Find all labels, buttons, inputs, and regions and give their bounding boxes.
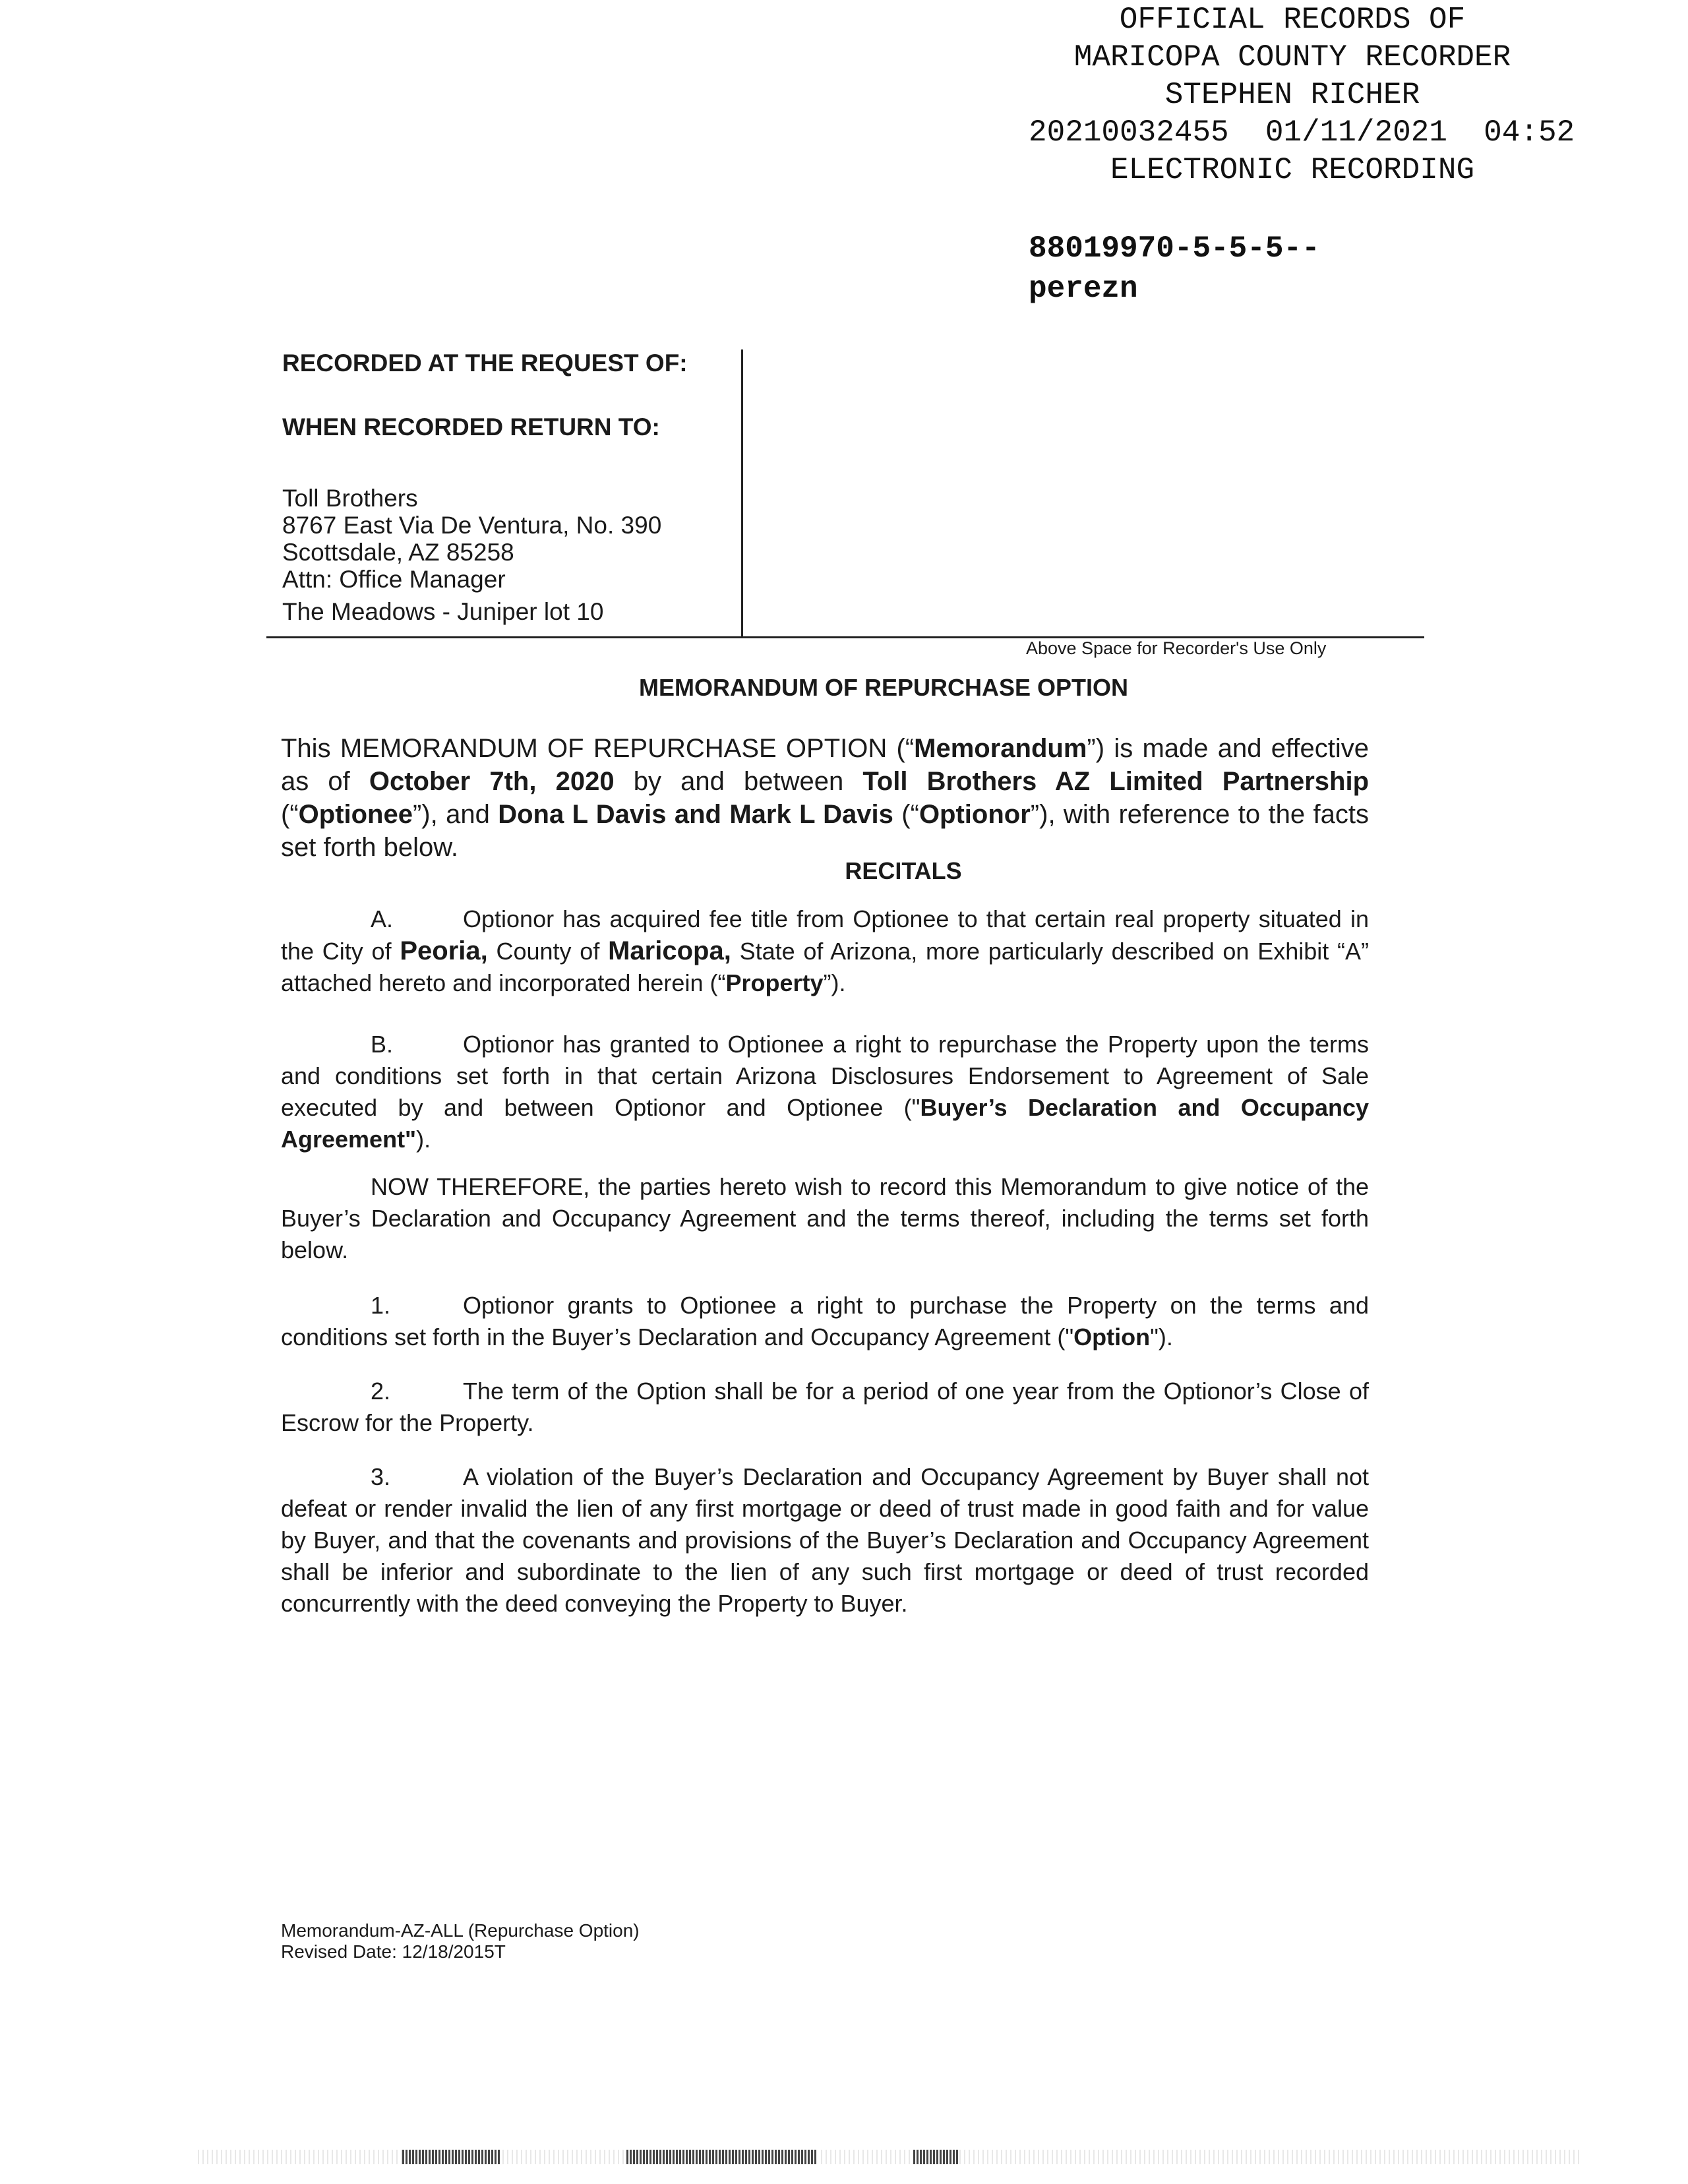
recorder-stamp <box>1029 1 1662 309</box>
intro-text-2: ”) is made and effective as of <box>281 734 1369 796</box>
requested-by-label: RECORDED AT THE REQUEST OF: <box>282 349 688 377</box>
intro-optionor-names: Dona L Davis and Mark L Davis <box>498 800 893 829</box>
item-3-text: A violation of the Buyer’s Declaration and Occupancy Agreement by Buyer shall not defeat or render invalid the lien of any first mortgage or deed of trust made in good faith and for value by Buyer, and that the covenants and provisions of the Buyer’s Declaration and Occupancy Agreement shall be inferior and subordinate to the lien of any such first mortgage or deed of trust recorded concurrently with the deed conveying the Property to Buyer. <box>281 1463 1369 1617</box>
recital-a-marker: A. <box>371 905 394 932</box>
stamp-fee-number: 20210032455 <box>1029 115 1229 150</box>
address-line-4: Attn: Office Manager <box>282 566 506 593</box>
stamp-clerk: perezn <box>1029 272 1138 306</box>
intro-text-6: (“ <box>893 800 919 829</box>
intro-text-7: ”), with reference to the facts set forth below. <box>281 800 1369 862</box>
recital-a <box>281 903 1369 999</box>
revised-date: Revised Date: 12/18/2015T <box>281 1941 506 1962</box>
recital-a-text-2: County of <box>487 938 609 965</box>
recital-b-text-1: Optionor has granted to Optionee a right to repurchase the Property upon the terms and conditions set forth in that certain Arizona Disclosures Endorsement to Agreement of Sale executed by and between Optionor and Optionee (" <box>281 1031 1369 1121</box>
intro-paragraph <box>281 732 1369 864</box>
item-2-text: The term of the Option shall be for a period of one year from the Optionor’s Close of Escrow for the Property. <box>281 1378 1369 1436</box>
stamp-line-2: MARICOPA COUNTY RECORDER <box>1073 40 1511 75</box>
intro-optionee-name: Toll Brothers AZ Limited Partnership <box>862 767 1370 796</box>
item-1-marker: 1. <box>371 1292 391 1319</box>
item-1 <box>281 1290 1369 1353</box>
recital-b-term-agreement: Buyer’s Declaration and Occupancy Agreement" <box>281 1094 1370 1153</box>
address-line-2: 8767 East Via De Ventura, No. 390 <box>282 512 662 539</box>
item-1-text-1: Optionor grants to Optionee a right to purchase the Property on the terms and conditions set forth in the Buyer’s Declaration and Occupancy Agreement (" <box>281 1292 1369 1350</box>
address-line-3: Scottsdale, AZ 85258 <box>282 539 514 566</box>
intro-term-memorandum: Memorandum <box>914 734 1087 763</box>
item-3-marker: 3. <box>371 1463 391 1490</box>
return-address <box>282 485 661 625</box>
intro-term-optionor: Optionor <box>919 800 1031 829</box>
intro-text-5: ”), and <box>412 800 498 829</box>
item-2 <box>281 1376 1369 1439</box>
intro-text-3: by and between <box>614 767 863 796</box>
recital-a-text-1: Optionor has acquired fee title from Optionee to that certain real property situated in the City of <box>281 905 1369 965</box>
stamp-line-3: STEPHEN RICHER <box>1164 78 1420 112</box>
now-therefore-text: NOW THEREFORE, the parties hereto wish to record this Memorandum to give notice of the Buyer’s Declaration and Occupancy Agreement and the terms thereof, including the terms set forth below. <box>281 1173 1369 1263</box>
scan-mark-3 <box>913 2150 959 2164</box>
intro-effective-date: October 7th, 2020 <box>369 767 615 796</box>
stamp-date: 01/11/2021 <box>1265 115 1447 150</box>
recital-b-text-2: ). <box>416 1126 431 1153</box>
address-line-1: Toll Brothers <box>282 485 418 512</box>
item-1-text-2: "). <box>1150 1323 1173 1350</box>
item-3 <box>281 1461 1369 1620</box>
form-name: Memorandum-AZ-ALL (Repurchase Option) <box>281 1920 640 1941</box>
recording-request-box <box>266 349 743 637</box>
lot-line: The Meadows - Juniper lot 10 <box>282 598 604 625</box>
recital-b-marker: B. <box>371 1031 394 1058</box>
recitals-heading: RECITALS <box>845 857 962 884</box>
recital-b <box>281 1029 1369 1155</box>
recital-a-text-3: State of Arizona, more particularly described on Exhibit “A” attached hereto and incorporated herein (“ <box>281 938 1370 996</box>
stamp-line-1: OFFICIAL RECORDS OF <box>1119 3 1466 37</box>
now-therefore-paragraph <box>281 1171 1369 1266</box>
document-title: MEMORANDUM OF REPURCHASE OPTION <box>638 674 1128 701</box>
item-1-term-option: Option <box>1073 1323 1151 1350</box>
intro-text-4: (“ <box>281 800 299 829</box>
form-footer <box>281 1920 640 1962</box>
recital-a-city: Peoria, <box>400 936 488 965</box>
scan-mark-1 <box>402 2150 501 2164</box>
stamp-doc-code: 88019970-5-5-5-- <box>1029 231 1320 266</box>
scan-mark-2 <box>626 2150 818 2164</box>
intro-term-optionee: Optionee <box>298 800 413 829</box>
recorder-use-note: Above Space for Recorder's Use Only <box>1026 638 1327 658</box>
intro-text-1: This MEMORANDUM OF REPURCHASE OPTION (“ <box>281 734 915 763</box>
stamp-doc-block <box>1029 229 1662 309</box>
item-2-marker: 2. <box>371 1378 391 1405</box>
stamp-line-5: ELECTRONIC RECORDING <box>1110 153 1475 187</box>
stamp-recording-line <box>1029 114 1662 152</box>
recital-a-county: Maricopa, <box>608 936 731 965</box>
return-to-label: WHEN RECORDED RETURN TO: <box>282 413 660 440</box>
recital-a-term-property: Property <box>725 969 824 996</box>
recital-a-text-4: ”). <box>823 969 846 996</box>
stamp-time: 04:52 <box>1484 115 1575 150</box>
